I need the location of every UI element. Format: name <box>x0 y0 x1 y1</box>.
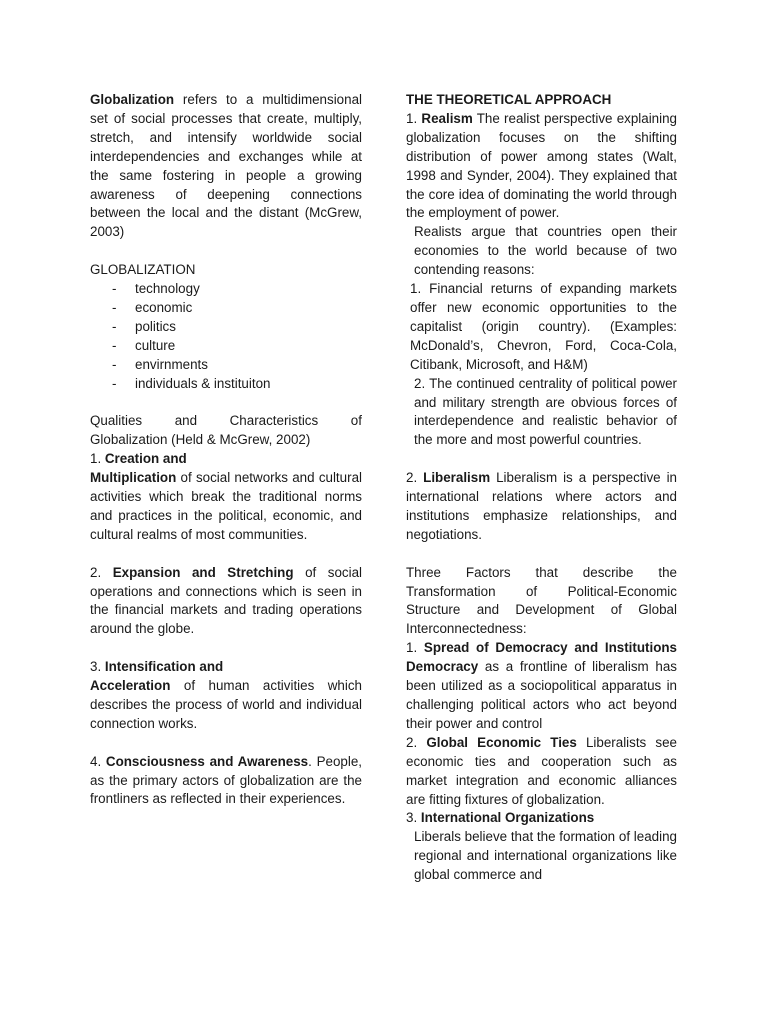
right-column <box>406 91 677 885</box>
list-item: - technology <box>112 281 200 297</box>
list-item: - politics <box>112 318 176 334</box>
left-column <box>90 91 362 809</box>
qualities-heading-line1: Qualities and Characteristics of <box>90 413 362 429</box>
quality-1-text: Multiplication of social networks and cultural activities which break the traditional norms and practices in the political, economic, and cultural realms of most communities. <box>90 470 362 542</box>
factors-heading-line3: Structure and Development of Global <box>406 602 677 618</box>
globalization-list <box>90 280 362 393</box>
quality-4: 4. Consciousness and Awareness. People, as the primary actors of globalization are the frontliners as reflected in their experiences. <box>90 753 362 807</box>
liberalism-paragraph: 2. Liberalism Liberalism is a perspective in international relations where actors and institutions emphasize relationships, and negotiations. <box>406 470 677 542</box>
liberals-believe-paragraph: Liberals believe that the formation of leading regional and international organizations like global commerce and <box>414 829 677 883</box>
reason-1: 1. Financial returns of expanding markets offer new economic opportunities to the capitalist (origin country). (Examples: McDonald’s, Chevron, Ford, Coca-Cola, Citibank, Microsoft, and H&M) <box>410 281 677 372</box>
section-heading: THE THEORETICAL APPROACH <box>406 92 612 107</box>
list-item: - envirnments <box>112 356 208 372</box>
list-item: - economic <box>112 299 193 315</box>
list-item: - individuals & instituiton <box>112 375 271 391</box>
reason-2: 2. The continued centrality of political power and military strength are obvious forces of interdependence and realistic behavior of the more and most powerful countries. <box>414 375 677 448</box>
qualities-heading-line2: Globalization (Held & McGrew, 2002) <box>90 432 311 448</box>
realism-paragraph: 1. Realism The realist perspective explaining globalization focuses on the shifting distribution of power among states (Walt, 1998 and Synder, 2004). They explained that the core idea of dominating the world through the employment of power. <box>406 110 678 221</box>
factor-2: 2. Global Economic Ties Liberalists see economic ties and cooperation such as market integration and economic alliances are fitting fixtures of globalization. <box>406 734 677 807</box>
intro-term: Globalization <box>90 92 175 107</box>
factors-heading-line4: Interconnectedness: <box>406 621 527 637</box>
intro-text: refers to a multidimensional set of social processes that create, multiply, stretch, and intensify worldwide social interdependencies and exchanges while at the same fostering in people a growing awareness of deepening connections between the local and the distant (McGrew, 2003) <box>90 92 362 240</box>
quality-3-title: 3. Intensification and <box>90 659 224 675</box>
intro-paragraph <box>90 91 362 242</box>
realists-argue-paragraph: Realists argue that countries open their economies to the world because of two contending reasons: <box>414 224 677 278</box>
factors-heading-line2: Transformation of Political-Economic <box>406 583 677 599</box>
factor-1: 1. Spread of Democracy and Institutions Democracy as a frontline of liberalism has been utilized as a sociopolitical apparatus in challenging political actors who act beyond their power and control <box>406 640 678 731</box>
quality-3-text: Acceleration of human activities which describes the process of world and individual connection works. <box>90 678 362 731</box>
globalization-heading: GLOBALIZATION <box>90 262 196 278</box>
list-item: - culture <box>112 337 176 353</box>
quality-2: 2. Expansion and Stretching of social operations and connections which is seen in the financial markets and trading operations around the globe. <box>90 564 363 637</box>
factors-heading-line1: Three Factors that describe the <box>406 564 677 580</box>
quality-1-title: 1. Creation and <box>90 451 187 467</box>
factor-3: 3. International Organizations <box>406 810 595 826</box>
